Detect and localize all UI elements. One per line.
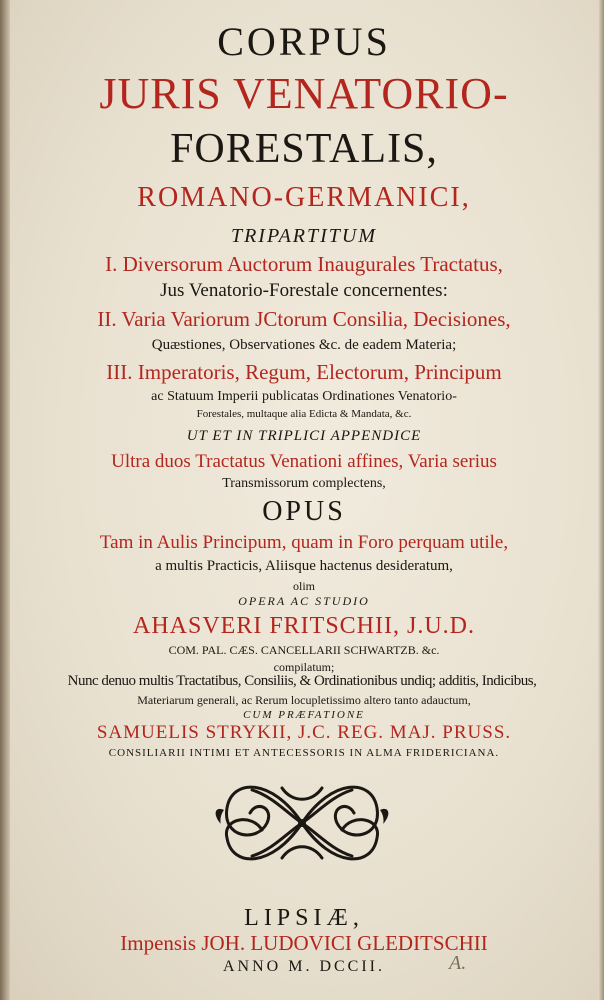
handwritten-ink-mark: A.: [449, 952, 467, 974]
opus-line-a: Tam in Aulis Principum, quam in Foro perquam utile,: [99, 532, 509, 553]
title-line-forestalis: FORESTALIS,: [170, 126, 438, 172]
item-three-line-a: III. Imperatoris, Regum, Electorum, Principum: [106, 360, 502, 384]
opus-line-b: a multis Practicis, Aliisque hactenus desideratum,: [155, 558, 453, 574]
title-line-romano-germanici: ROMANO-GERMANICI,: [137, 182, 471, 213]
item-two-line-b: Quæstiones, Observationes &c. de eadem Materia;: [151, 337, 457, 353]
author-name: AHASVERI FRITSCHII, J.U.D.: [132, 613, 476, 639]
imprint-year: ANNO M. DCCII.: [223, 958, 385, 975]
opus-heading: OPUS: [262, 496, 346, 527]
imprint-place: LIPSIÆ,: [244, 905, 364, 931]
appendix-heading: UT ET IN TRIPLICI APPENDICE: [186, 428, 422, 444]
appendix-line-b: Transmissorum complectens,: [222, 476, 386, 491]
title-line-corpus: CORPUS: [217, 19, 391, 64]
item-two-line-a: II. Varia Variorum JCtorum Consilia, Decisiones,: [97, 307, 511, 331]
cum-praefatione-line: CUM PRÆFATIONE: [243, 709, 365, 721]
item-three-line-b: ac Statuum Imperii publicatas Ordinationes Venatorio-: [151, 389, 457, 404]
nunc-line-a: Nunc denuo multis Tractatibus, Consiliis, & Ordinationibus undiq; additis, Indicibus,: [67, 673, 537, 689]
appendix-line-a: Ultra duos Tractatus Venationi affines, Varia serius: [111, 451, 497, 472]
olim-line: olim: [292, 579, 315, 593]
author-title: COM. PAL. CÆS. CANCELLARII SCHWARTZB. &c.: [168, 643, 440, 657]
stryk-name: SAMUELIS STRYKII, J.C. REG. MAJ. PRUSS.: [96, 722, 512, 743]
item-one-line-b: Jus Venatorio-Forestale concernentes:: [160, 280, 448, 301]
title-line-juris: JURIS VENATORIO-: [99, 69, 509, 118]
nunc-line-b: Materiarum generali, ac Rerum locupletissimo altero tanto adauctum,: [137, 693, 471, 707]
title-line-tripartitum: TRIPARTITUM: [230, 225, 378, 247]
imprint-publisher: Impensis JOH. LUDOVICI GLEDITSCHII: [120, 931, 488, 955]
opera-line: OPERA AC STUDIO: [238, 594, 370, 608]
compilatum-line: compilatum;: [273, 660, 335, 674]
stryk-title: CONSILIARII INTIMI ET ANTECESSORIS IN ALMA FRIDERICIANA.: [108, 747, 500, 759]
printer-fleuron-ornament: [212, 768, 392, 878]
item-one-line-a: I. Diversorum Auctorum Inaugurales Tractatus,: [105, 252, 503, 276]
item-three-line-c: Forestales, multaque alia Edicta & Mandata, &c.: [196, 408, 412, 420]
